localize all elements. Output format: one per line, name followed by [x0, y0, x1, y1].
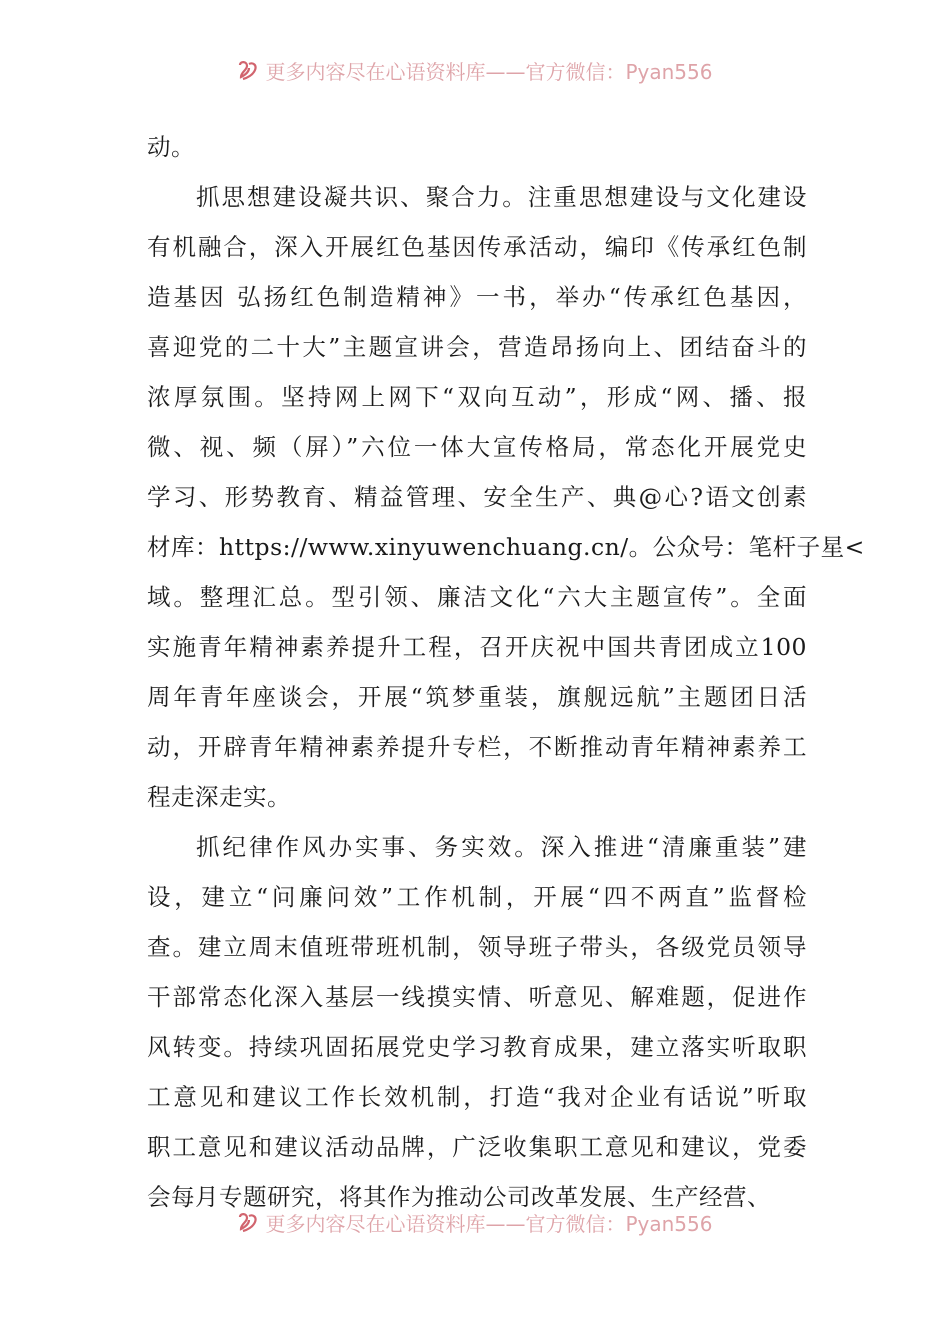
text-line: 学习、形势教育、精益管理、安全生产、典@心?语文创素 — [147, 483, 807, 511]
paragraph — [147, 122, 807, 172]
paragraph — [147, 172, 865, 822]
text-line: 职工意见和建议活动品牌，广泛收集职工意见和建议，党委 — [147, 1133, 807, 1161]
text-line: 工意见和建议工作长效机制，打造“我对企业有话说”听取 — [147, 1083, 807, 1111]
brand-logo-icon — [237, 59, 259, 81]
text-line: 查。建立周末值班带班机制，领导班子带头，各级党员领导 — [147, 933, 807, 961]
watermark-text: 更多内容尽在心语资料库——官方微信：Pyan556 — [265, 1211, 713, 1236]
text-line: 域。整理汇总。型引领、廉洁文化“六大主题宣传”。全面 — [147, 583, 807, 611]
text-line: 实施青年精神素养提升工程，召开庆祝中国共青团成立100 — [147, 633, 807, 661]
paragraph — [147, 822, 807, 1222]
text-line: 动。 — [147, 133, 195, 161]
watermark-footer — [0, 1207, 950, 1237]
text-line: 材库：https://www.xinyuwenchuang.cn/。公众号：笔杆子星< — [147, 533, 865, 561]
watermark-text: 更多内容尽在心语资料库——官方微信：Pyan556 — [265, 59, 713, 84]
document-body — [147, 122, 865, 1222]
text-line: 动，开辟青年精神素养提升专栏，不断推动青年精神素养工 — [147, 733, 807, 761]
text-line: 喜迎党的二十大”主题宣讲会，营造昂扬向上、团结奋斗的 — [147, 333, 807, 361]
text-line: 风转变。持续巩固拓展党史学习教育成果，建立落实听取职 — [147, 1033, 807, 1061]
watermark-header — [0, 55, 950, 85]
text-line: 会每月专题研究，将其作为推动公司改革发展、生产经营、 — [147, 1183, 771, 1211]
text-line: 程走深走实。 — [147, 783, 291, 811]
text-line: 造基因 弘扬红色制造精神》一书，举办“传承红色基因， — [147, 283, 807, 311]
text-line: 抓纪律作风办实事、务实效。深入推进“清廉重装”建 — [196, 833, 807, 861]
brand-logo-icon — [237, 1211, 259, 1233]
text-line: 干部常态化深入基层一线摸实情、听意见、解难题，促进作 — [147, 983, 807, 1011]
text-line: 有机融合，深入开展红色基因传承活动，编印《传承红色制 — [147, 233, 807, 261]
text-line: 抓思想建设凝共识、聚合力。注重思想建设与文化建设 — [196, 183, 807, 211]
text-line: 设，建立“问廉问效”工作机制，开展“四不两直”监督检 — [147, 883, 807, 911]
text-line: 周年青年座谈会，开展“筑梦重装，旗舰远航”主题团日活 — [147, 683, 807, 711]
text-line: 微、视、频（屏）”六位一体大宣传格局，常态化开展党史 — [147, 433, 807, 461]
text-line: 浓厚氛围。坚持网上网下“双向互动”，形成“网、播、报 — [147, 383, 807, 411]
